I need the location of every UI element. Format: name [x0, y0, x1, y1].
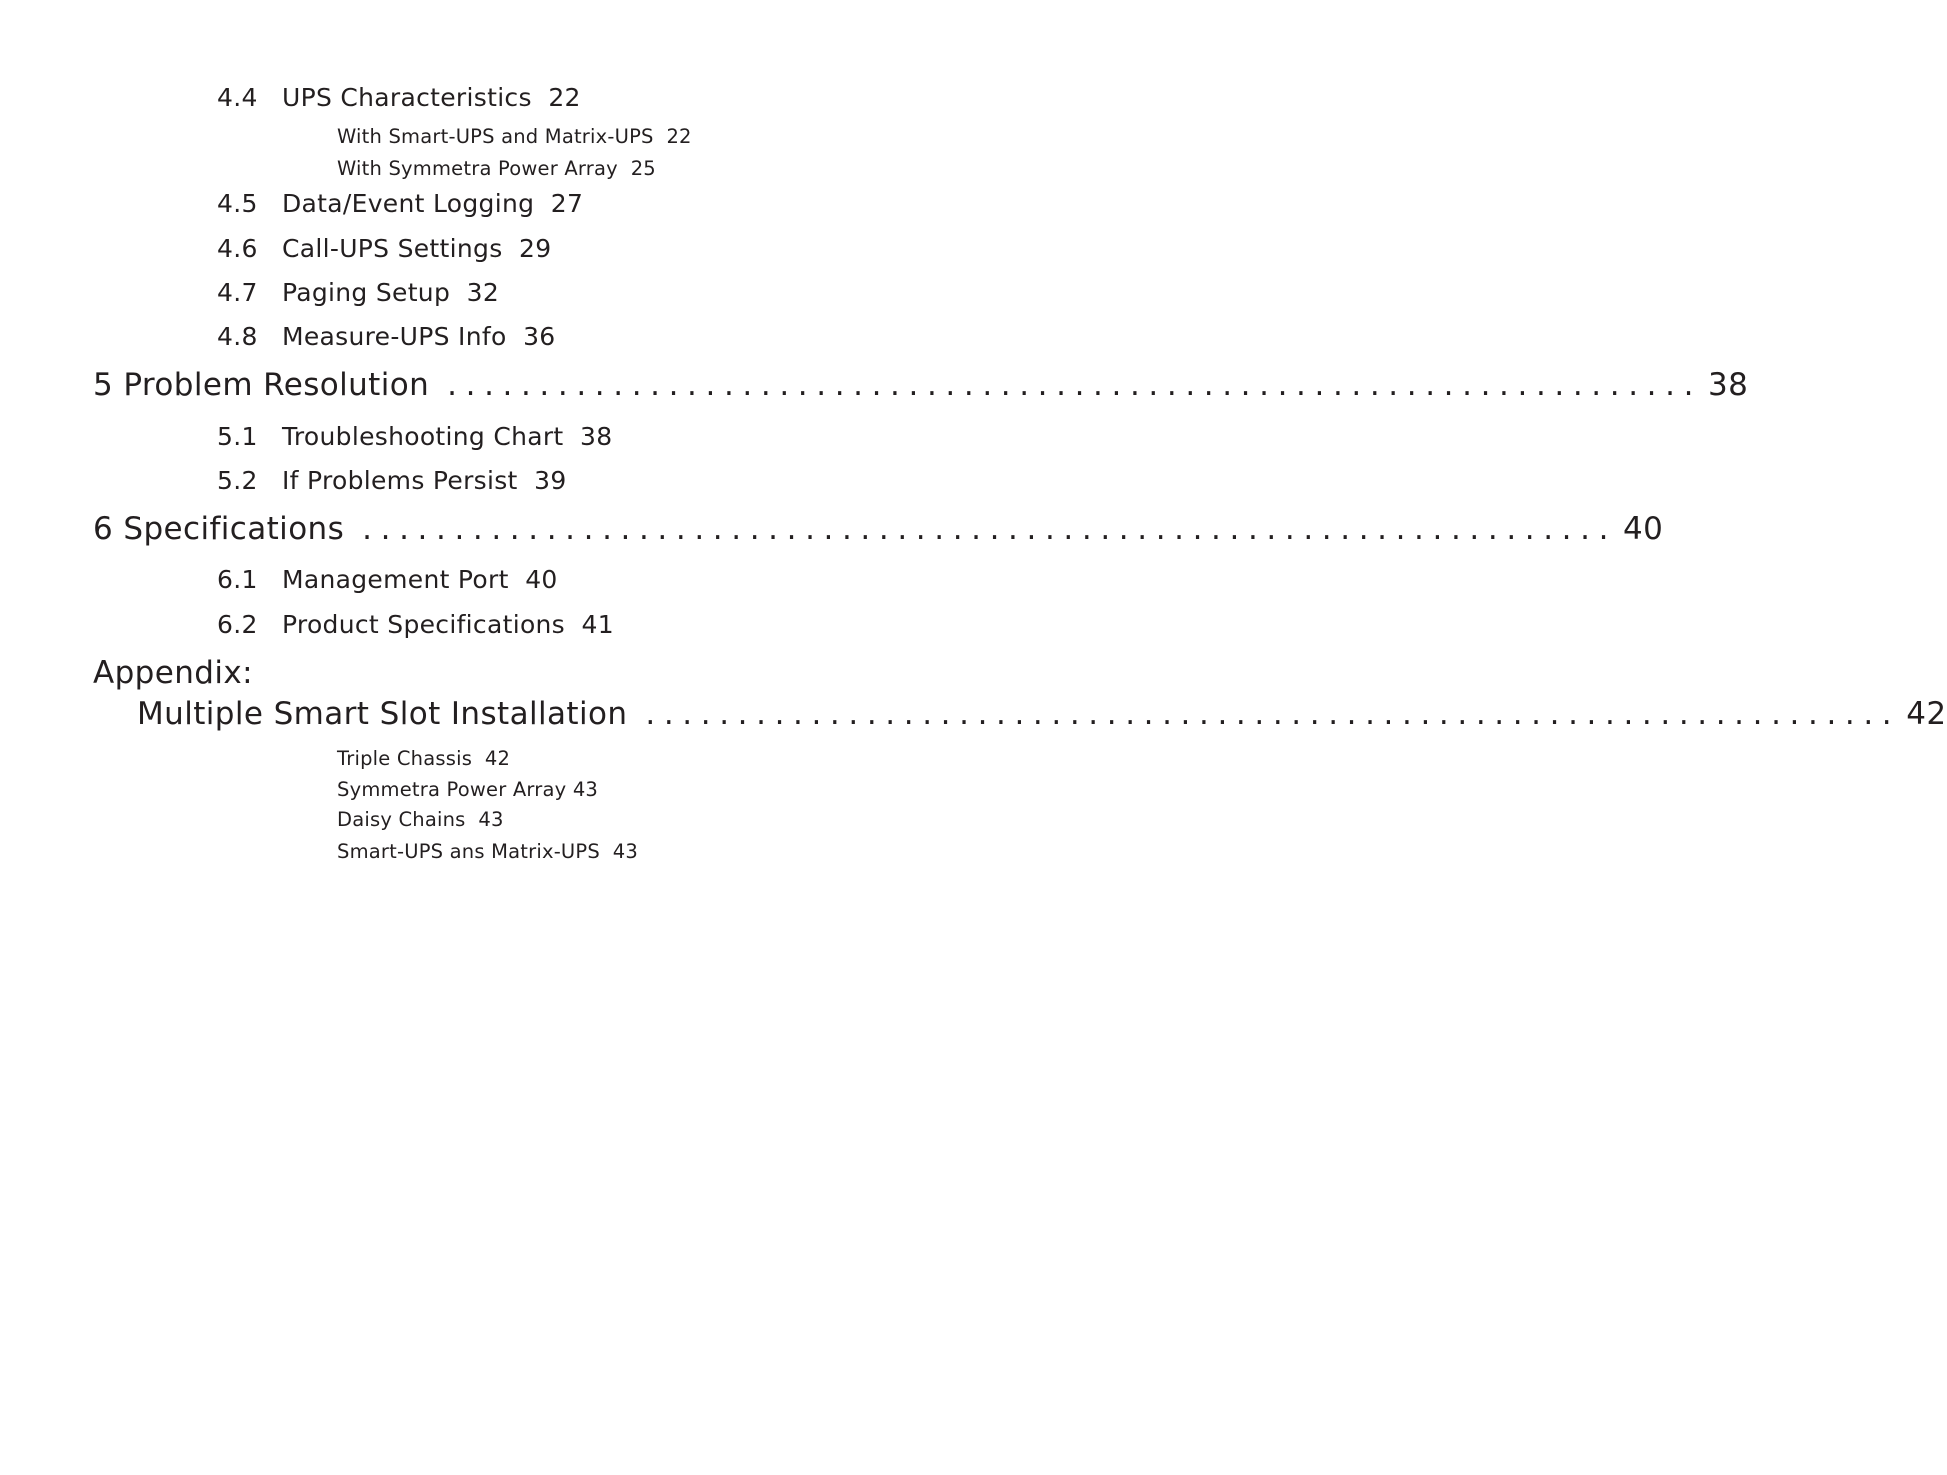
page-number: 43: [478, 808, 504, 831]
section-title: Product Specifications: [282, 610, 566, 639]
subentry-title: With Symmetra Power Array: [337, 157, 618, 180]
section-title: If Problems Persist: [282, 466, 518, 495]
section-number: 4.6: [217, 234, 258, 263]
toc-subentry[interactable]: [337, 808, 504, 831]
toc-appendix[interactable]: [137, 696, 1947, 732]
section-title: Measure-UPS Info: [282, 322, 507, 351]
section-number: 4.8: [217, 322, 258, 351]
section-title: UPS Characteristics: [282, 83, 532, 112]
subentry-title: Symmetra Power Array: [337, 778, 567, 801]
subentry-title: Triple Chassis: [337, 747, 473, 770]
subentry-title: Smart-UPS ans Matrix-UPS: [337, 840, 600, 863]
toc-subentry[interactable]: [337, 157, 656, 180]
section-number: 4.7: [217, 278, 258, 307]
page-number: 43: [572, 778, 599, 801]
section-number: 6.1: [217, 565, 258, 594]
page-number: 40: [1623, 511, 1664, 547]
section-title: Troubleshooting Chart: [282, 422, 564, 451]
page-number: 40: [525, 565, 558, 594]
page-number: 27: [550, 189, 584, 218]
page-number: 41: [581, 610, 614, 639]
toc-subentry[interactable]: [337, 125, 692, 148]
subentry-title: With Smart-UPS and Matrix-UPS: [337, 125, 654, 148]
page-number: 38: [1708, 367, 1749, 403]
toc-subentry[interactable]: [337, 840, 638, 863]
section-title: Paging Setup: [282, 278, 451, 307]
section-number: 5.1: [217, 422, 258, 451]
page-number: 42: [1906, 696, 1947, 732]
page-number: 22: [666, 125, 692, 148]
section-number: 4.5: [217, 189, 258, 218]
page-number: 38: [580, 422, 613, 451]
appendix-title: Multiple Smart Slot Installation: [137, 696, 628, 732]
page-number: 22: [548, 83, 581, 112]
page-number: 32: [466, 278, 500, 307]
section-number: 6.2: [217, 610, 258, 639]
page-number: 43: [612, 840, 638, 863]
dot-leader: ....................................................................: [645, 696, 1901, 732]
page-number: 25: [630, 157, 656, 180]
dot-leader: ....................................................................: [362, 511, 1618, 547]
page-number: 42: [484, 747, 511, 770]
page-number: 39: [534, 466, 567, 495]
toc-chapter-5[interactable]: [93, 367, 1749, 403]
section-number: 4.4: [217, 83, 258, 112]
section-number: 5.2: [217, 466, 258, 495]
page-number: 29: [519, 234, 552, 263]
chapter-title: 5 Problem Resolution: [93, 367, 430, 403]
section-title: Data/Event Logging: [282, 189, 535, 218]
toc-subentry[interactable]: [337, 747, 510, 770]
toc-chapter-6[interactable]: [93, 511, 1664, 547]
toc-subentry[interactable]: [337, 778, 598, 801]
dot-leader: ....................................................................: [447, 367, 1703, 403]
chapter-title: 6 Specifications: [93, 511, 345, 547]
subentry-title: Daisy Chains: [337, 808, 466, 831]
section-title: Management Port: [282, 565, 509, 594]
page-number: 36: [523, 322, 556, 351]
appendix-label: Appendix:: [93, 655, 253, 691]
section-title: Call-UPS Settings: [282, 234, 503, 263]
